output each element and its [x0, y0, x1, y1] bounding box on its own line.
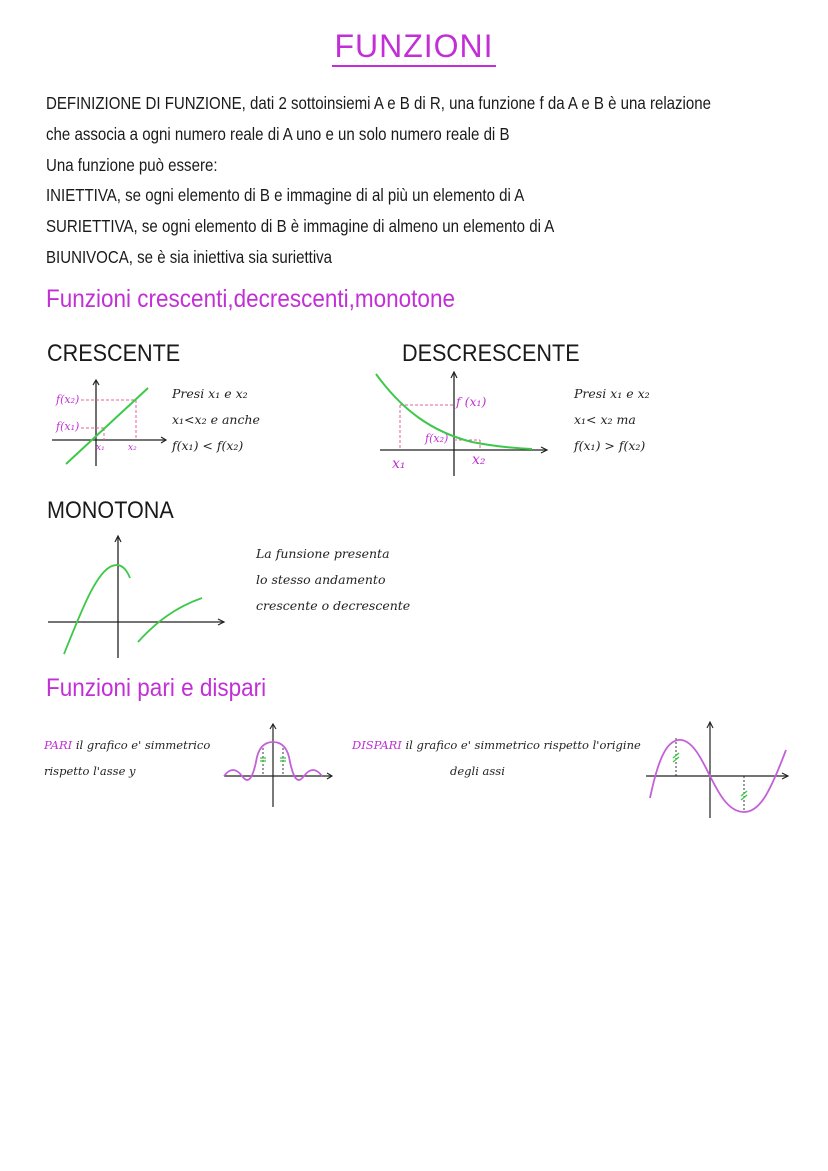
decrescente-note-1: Presi x₁ e x₂ [574, 386, 650, 401]
crescente-note-1: Presi x₁ e x₂ [172, 386, 248, 401]
decrescente-label: DESCRESCENTE [402, 340, 580, 367]
monotona-note-1: La funsione presenta [256, 546, 390, 561]
monotona-note-2: lo stesso andamento [256, 572, 386, 587]
dispari-graph [644, 720, 790, 820]
decrescente-fx2-label: f(x₂) [425, 432, 449, 445]
decrescente-fx1-label: f (x₁) [456, 394, 487, 409]
decrescente-x2-label: x₂ [472, 452, 486, 468]
monotona-label: MONOTONA [47, 497, 174, 524]
crescente-fx1-label: f(x₁) [56, 420, 80, 433]
definition-line-1: DEFINIZIONE DI FUNZIONE, dati 2 sottoinsiemi A e B di R, una funzione f da A e B è una relazione [46, 93, 712, 113]
section-heading-parity: Funzioni pari e dispari [46, 674, 267, 702]
definition-line-6: BIUNIVOCA, se è sia iniettiva sia suriettiva [46, 247, 333, 267]
pari-graph [222, 722, 334, 808]
dispari-text-1: il grafico e' simmetrico rispetto l'origine [405, 738, 641, 752]
pari-text-1: il grafico e' simmetrico [75, 738, 211, 752]
crescente-note-2: x₁<x₂ e anche [172, 412, 260, 427]
decrescente-x1-label: x₁ [392, 456, 406, 472]
dispari-text-line-2: degli assi [450, 764, 505, 778]
monotona-note-3: crescente o decrescente [256, 598, 411, 613]
page-title [0, 28, 828, 65]
definition-line-4: INIETTIVA, se ogni elemento di B e immagine di al più un elemento di A [46, 185, 525, 205]
pari-text-line-2: rispetto l'asse y [44, 764, 136, 778]
crescente-x2-label: x₂ [128, 443, 137, 453]
decrescente-note-3: f(x₁) > f(x₂) [574, 438, 646, 453]
crescente-x1-label: x₁ [96, 443, 105, 453]
decrescente-note-2: x₁< x₂ ma [574, 412, 636, 427]
definition-line-2: che associa a ogni numero reale di A uno e un solo numero reale di B [46, 124, 510, 144]
crescente-label: CRESCENTE [47, 340, 181, 367]
section-heading-monotone: Funzioni crescenti,decrescenti,monotone [46, 285, 455, 313]
pari-text-line-1 [44, 738, 210, 752]
crescente-fx2-label: f(x₂) [56, 393, 80, 406]
page-title-text: FUNZIONI [332, 28, 495, 67]
definition-line-3: Una funzione può essere: [46, 155, 218, 175]
definition-line-5: SURIETTIVA, se ogni elemento di B è immagine di almeno un elemento di A [46, 216, 555, 236]
dispari-keyword: DISPARI [352, 738, 402, 752]
pari-keyword: PARI [44, 738, 73, 752]
monotona-graph [46, 532, 226, 660]
dispari-text-line-1 [352, 738, 641, 752]
crescente-note-3: f(x₁) < f(x₂) [172, 438, 244, 453]
